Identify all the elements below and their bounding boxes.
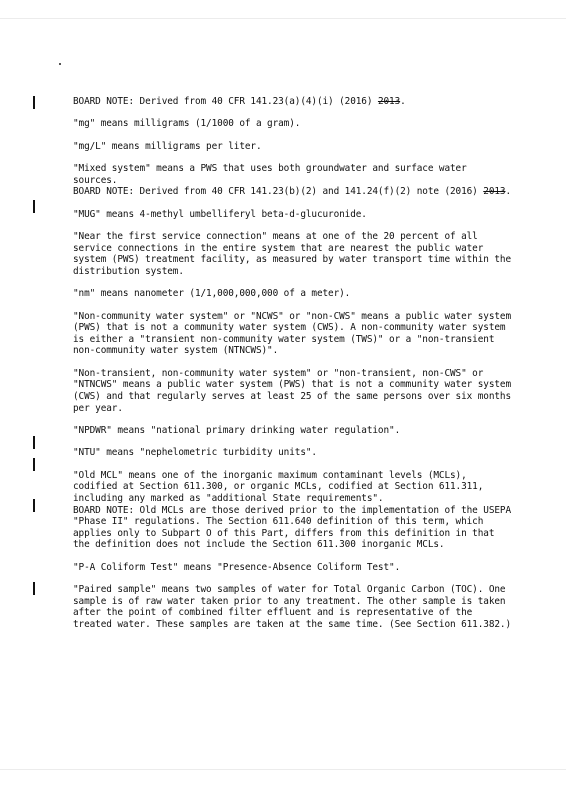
revision-bar xyxy=(33,582,35,595)
struck-text: 2013 xyxy=(483,186,506,198)
definition-ntu: "NTU" means "nephelometric turbidity units". xyxy=(73,447,317,459)
scan-speck xyxy=(59,63,61,65)
definition-paired-sample: "Paired sample" means two samples of water for Total Organic Carbon (TOC). One sample is of raw water taken prior to any treatment. The other sample is taken after the point of combined filter effluent and is representative of the treated water. These samples are taken at the same time. (See Section 611.382.) xyxy=(73,584,511,630)
scan-top-edge xyxy=(0,18,566,19)
definition-near-first-service: "Near the first service connection" means at one of the 20 percent of all service connections in the entire system that are nearest the public water system (PWS) treatment facility, as measured by water transport time within the distribution system. xyxy=(73,231,517,277)
para-text: BOARD NOTE: Derived from 40 CFR 141.23(a)(4)(i) (2016) xyxy=(73,96,373,107)
definition-mug: "MUG" means 4-methyl umbelliferyl beta-d-glucuronide. xyxy=(73,208,367,220)
definition-ncws: "Non-community water system" or "NCWS" or "non-CWS" means a public water system (PWS) that is not a community water system (CWS). A non-community water system is either a "transient non-community water system (TWS)" or a "non-transient non-community water system (NTNCWS)". xyxy=(73,310,517,357)
scan-bottom-edge xyxy=(0,769,566,770)
definition-ntncws: "Non-transient, non-community water system" or "non-transient, non-CWS" or "NTNCWS" means a public water system (PWS) that is not a community water system (CWS) and that regularly serves at least 25 of the same persons over six months per year. xyxy=(73,367,517,414)
definition-mixed-system: "Mixed system" means a PWS that uses both groundwater and surface water sources. xyxy=(73,163,473,186)
definition-pa-coliform-test: "P-A Coliform Test" means "Presence-Absence Coliform Test". xyxy=(73,561,401,573)
board-note xyxy=(73,96,513,108)
revision-bar xyxy=(33,96,35,109)
revision-bar xyxy=(33,458,35,471)
revision-bar xyxy=(33,436,35,449)
definition-old-mcl: "Old MCL" means one of the inorganic maximum contaminant levels (MCLs), codified at Section 611.300, or organic MCLs, codified at Section 611.311, including any marked as "additional State requirements". xyxy=(73,469,489,505)
board-note: BOARD NOTE: Old MCLs are those derived prior to the implementation of the USEPA "Phase II" regulations. The Section 611.640 definition of this term, which applies only to Subpart O of this Part, differs from this definition in that the definition does not include the Section 611.300 inorganic MCLs. xyxy=(73,504,517,551)
revision-bar xyxy=(33,200,35,213)
struck-text: 2013 xyxy=(377,96,401,107)
definition-nm: "nm" means nanometer (1/1,000,000,000 of a meter). xyxy=(73,288,351,300)
revision-bar xyxy=(33,499,35,512)
document-body xyxy=(73,96,517,641)
definition-npdwr: "NPDWR" means "national primary drinking water regulation". xyxy=(73,425,401,437)
para-suffix: . xyxy=(400,96,406,107)
para-suffix: . xyxy=(505,186,512,198)
definition-mg-per-l: "mg/L" means milligrams per liter. xyxy=(73,140,262,152)
board-note xyxy=(73,186,513,198)
para-text: BOARD NOTE: Derived from 40 CFR 141.23(b)(2) and 141.24(f)(2) note (2016) xyxy=(73,186,478,198)
definition-mg: "mg" means milligrams (1/1000 of a gram). xyxy=(73,118,301,130)
